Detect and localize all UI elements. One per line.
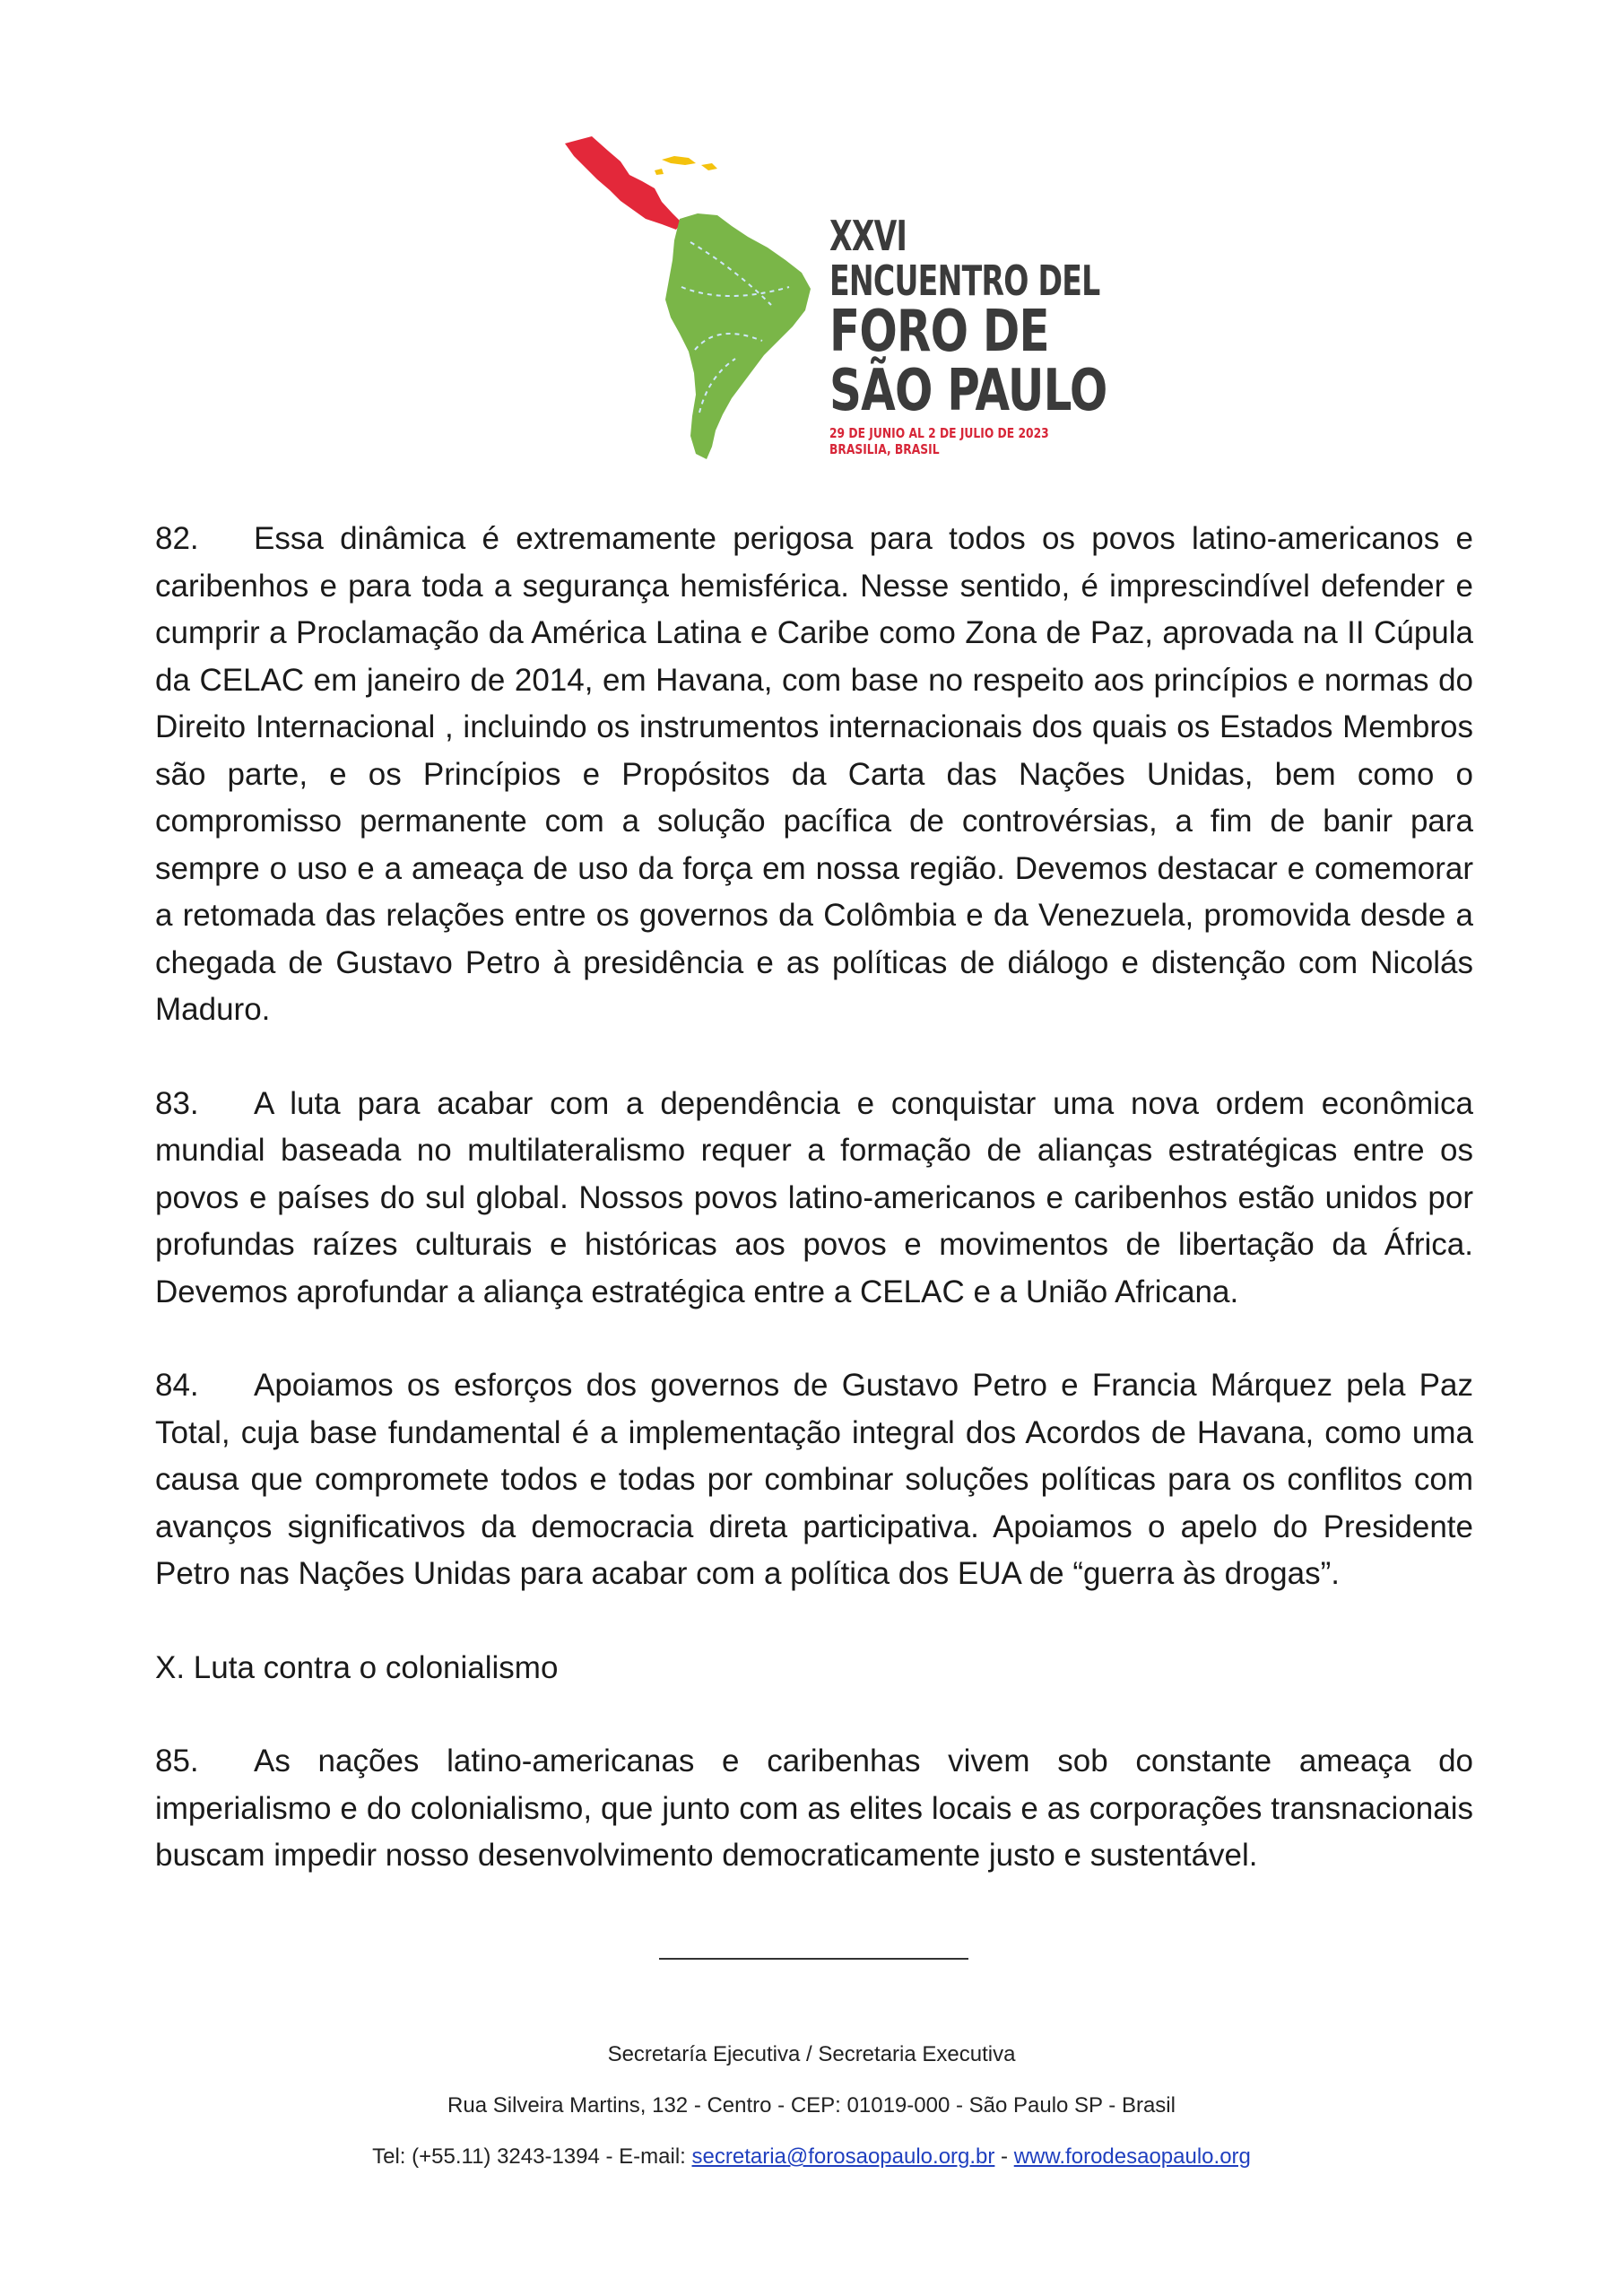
- paragraph-84: [155, 1362, 1473, 1598]
- paragraph-text: A luta para acabar com a dependência e conquistar uma nova ordem econômica mundial baseada no multilateralismo requer a formação de alianças estratégicas entre os povos e países do sul global. Nossos povos latino-americanos e caribenhos estão unidos por profundas raízes culturais e históricas aos povos e movimentos de libertação da África. Devemos aprofundar a aliança estratégica entre a CELAC e a União Africana.: [155, 1085, 1473, 1309]
- paragraph-83: [155, 1081, 1473, 1317]
- logo-dates: 29 DE JUNIO AL 2 DE JULIO DE 2023: [829, 425, 1049, 441]
- logo-edition: XXVI: [829, 212, 907, 260]
- footer-divider: [659, 1958, 968, 1960]
- footer-secretariat: Secretaría Ejecutiva / Secretaria Executiva: [607, 2042, 1016, 2066]
- logo-text: [829, 212, 1107, 457]
- logo-location: BRASILIA, BRASIL: [829, 441, 940, 457]
- footer-contact: [0, 2131, 1623, 2182]
- logo-encuentro: ENCUENTRO DEL: [829, 257, 1100, 305]
- paragraph-text: As nações latino-americanas e caribenhas vivem sob constante ameaça do imperialismo e do colonialismo, que junto com as elites locais e as corporações transnacionais buscam impedir nosso desenvolvimento democraticamente justo e sustentável.: [155, 1744, 1473, 1873]
- paragraph-number: 85.: [155, 1744, 199, 1779]
- footer-phone: Tel: (+55.11) 3243-1394 - E-mail:: [372, 2144, 692, 2169]
- footer-address: Rua Silveira Martins, 132 - Centro - CEP: 01019-000 - São Paulo SP - Brasil: [447, 2093, 1176, 2118]
- paragraph-text: Essa dinâmica é extremamente perigosa para todos os povos latino-americanos e caribenhos e para toda a segurança hemisférica. Nesse sentido, é imprescindível defender e cumprir a Proclamação da América Latina e Caribe como Zona de Paz, aprovada na II Cúpula da CELAC em janeiro de 2014, em Havana, com base no respeito aos princípios e normas do Direito Internacional , incluindo os instrumentos internacionais dos quais os Estados Membros são parte, e os Princípios e Propósitos da Carta das Nações Unidas, bem como o compromisso permanente com a solução pacífica de controvérsias, a fim de banir para sempre o uso e a ameaça de uso da força em nossa região. Devemos destacar e comemorar a retomada das relações entre os governos da Colômbia e da Venezuela, promovida desde a chegada de Gustavo Petro à presidência e as políticas de diálogo e distenção com Nicolás Maduro.: [155, 521, 1473, 1027]
- footer: [0, 2029, 1623, 2182]
- website-link[interactable]: www.forodesaopaulo.org: [1013, 2144, 1251, 2169]
- logo-sao-paulo: SÃO PAULO: [829, 358, 1107, 424]
- latin-america-map-logo: [556, 126, 843, 466]
- paragraph-82: [155, 516, 1473, 1034]
- paragraph-85: [155, 1738, 1473, 1880]
- document-body: [155, 516, 1473, 1926]
- paragraph-number: 83.: [155, 1085, 199, 1121]
- section-heading: X. Luta contra o colonialismo: [155, 1649, 559, 1685]
- email-link[interactable]: secretaria@forosaopaulo.org.br: [691, 2144, 995, 2169]
- paragraph-text: Apoiamos os esforços dos governos de Gustavo Petro e Francia Márquez pela Paz Total, cuja base fundamental é a implementação integral dos Acordos de Havana, como uma causa que compromete todos e todas por combinar soluções políticas para os conflitos com avanços significativos da democracia direta participativa. Apoiamos o apelo do Presidente Petro nas Nações Unidas para acabar com a política dos EUA de “guerra às drogas”.: [155, 1368, 1473, 1591]
- footer-separator: -: [994, 2144, 1014, 2169]
- paragraph-number: 82.: [155, 521, 199, 556]
- paragraph-number: 84.: [155, 1368, 199, 1403]
- logo-foro-de: FORO DE: [829, 299, 1049, 365]
- header: [0, 126, 1623, 466]
